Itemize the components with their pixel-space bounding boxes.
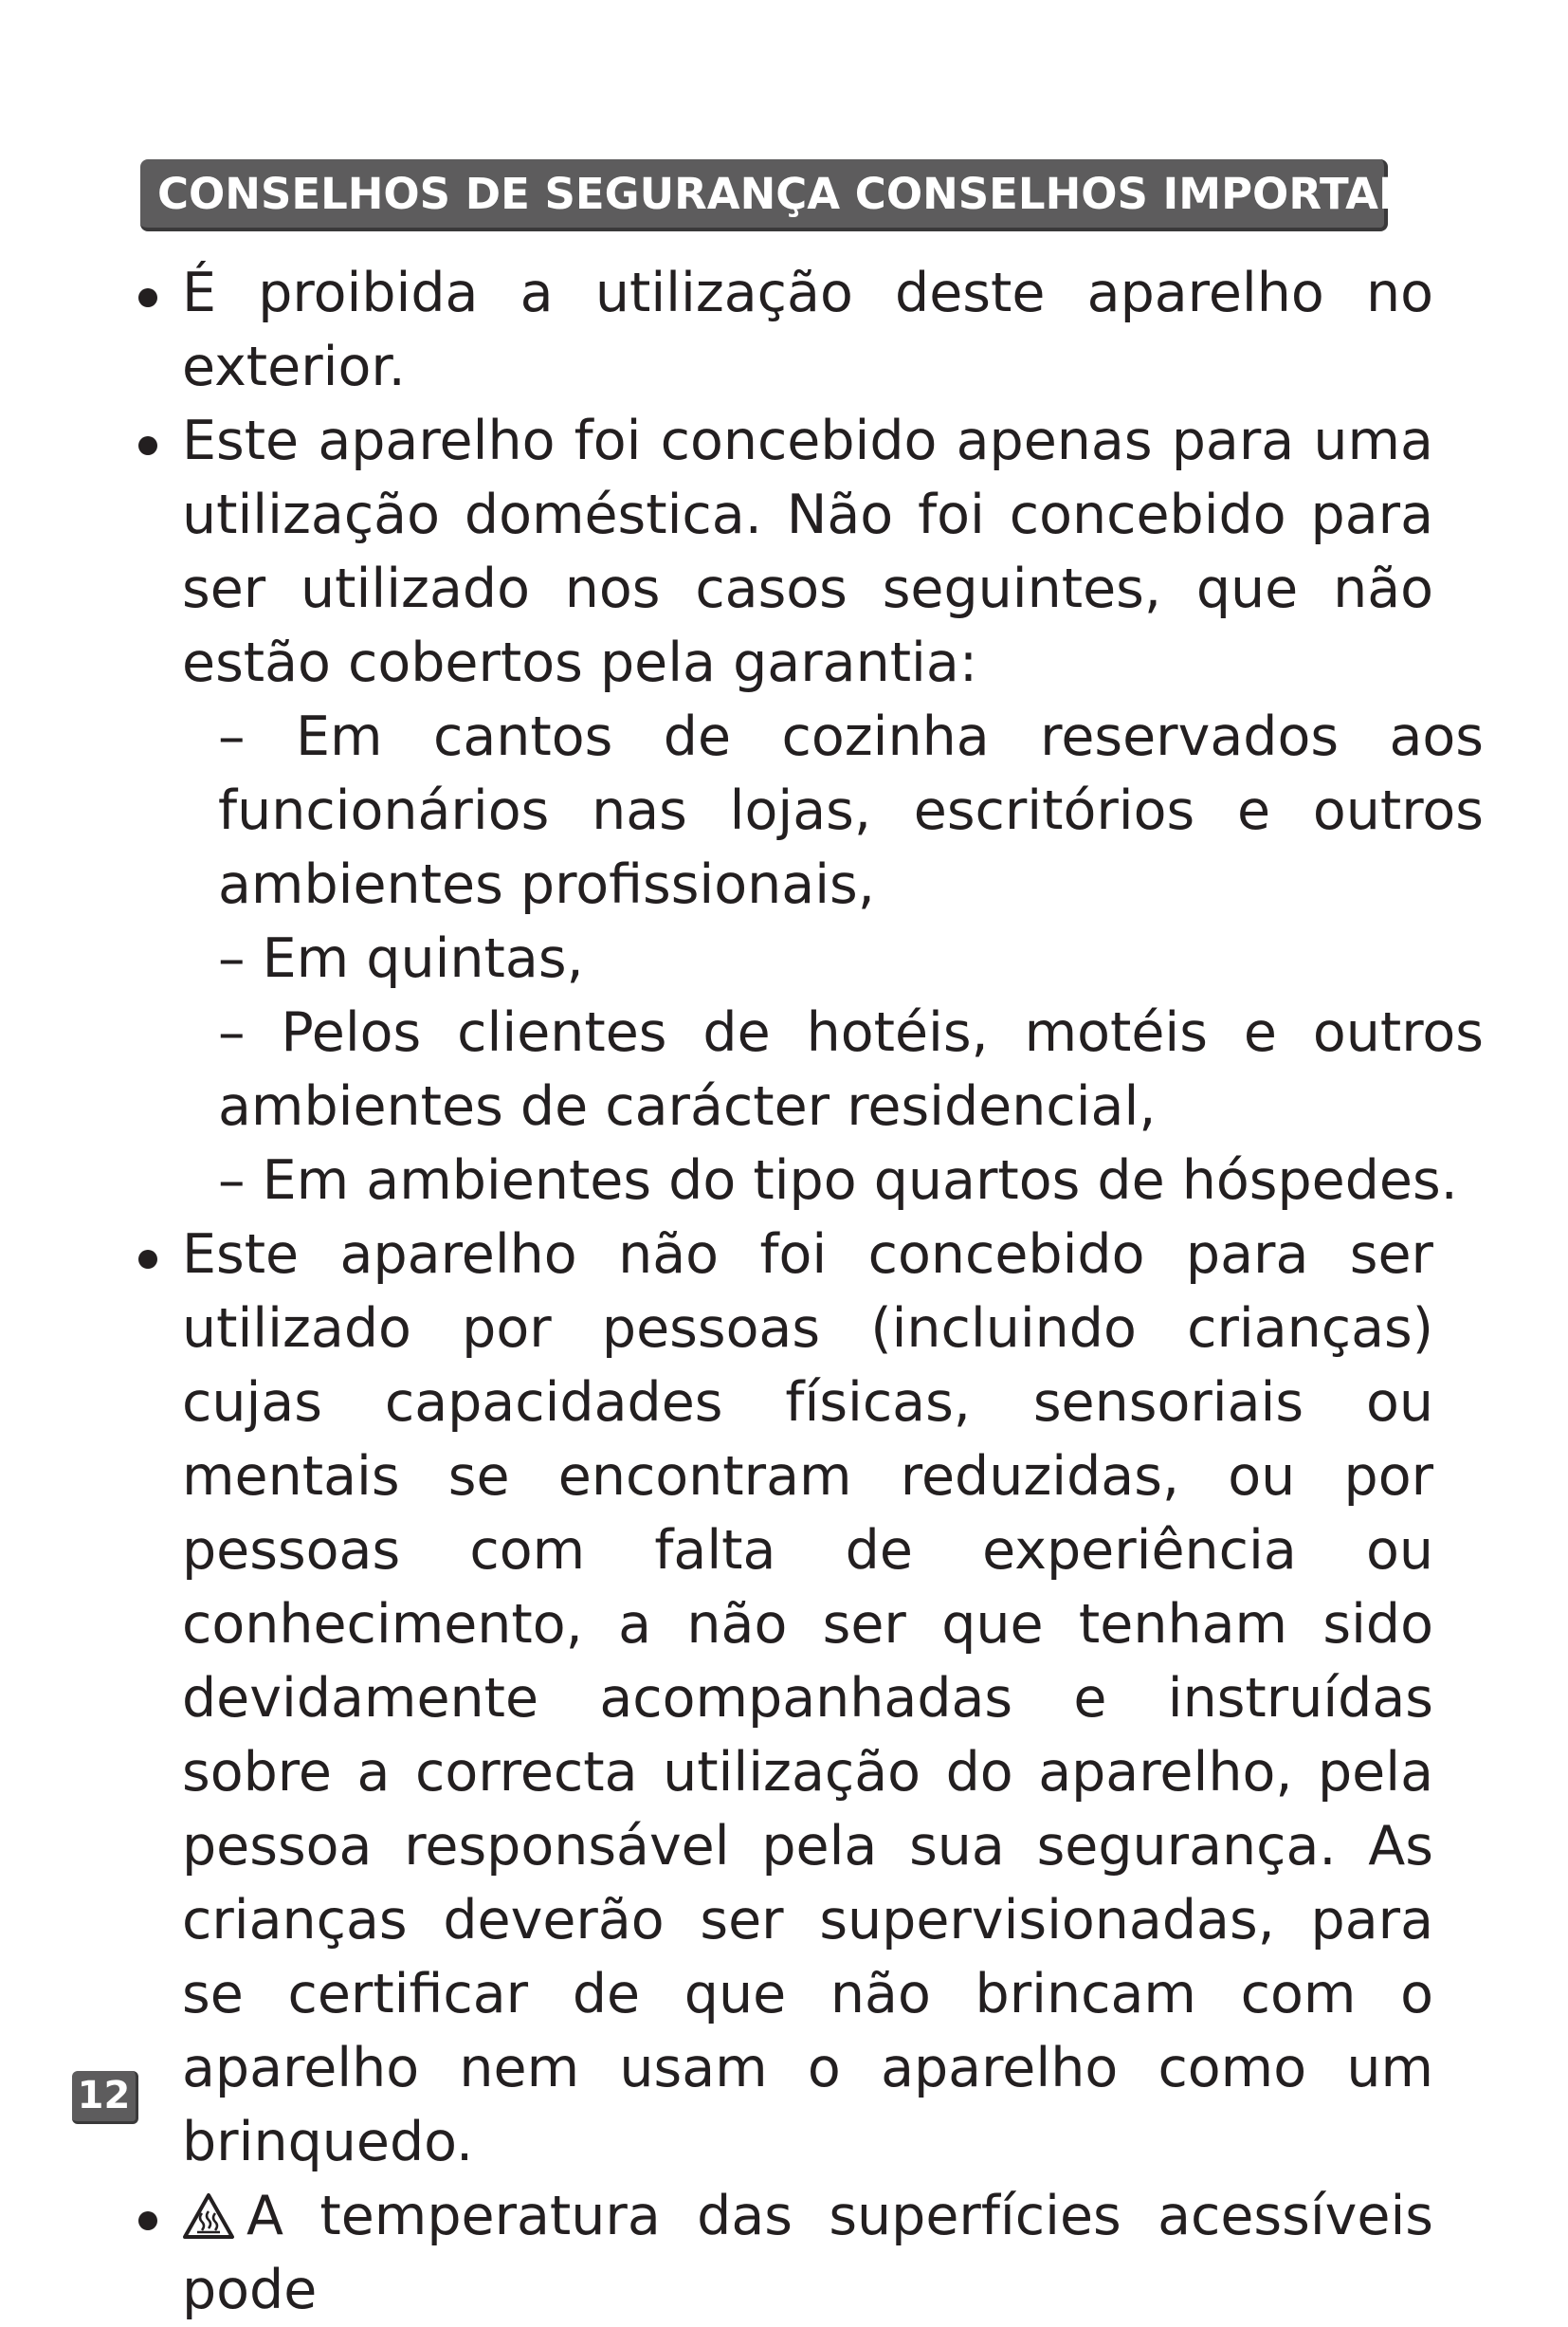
bullet-dot-icon [138, 2211, 157, 2230]
bullet-dot-icon [138, 288, 157, 307]
sub-list [0, 700, 1484, 1218]
section-title: CONSELHOS DE SEGURANÇA CONSELHOS IMPORTANTES [157, 168, 1504, 219]
sub-list-item: – Pelos clientes de hotéis, motéis e outros ambientes de carácter residencial, [218, 1001, 1484, 1138]
bullet-text: É proibida a utilização deste aparelho no exterior. [182, 262, 1433, 398]
bullet-dot-icon [138, 1250, 157, 1269]
bullet-text: A temperatura das superfícies acessíveis pode [182, 2185, 1433, 2321]
sub-list-item: – Em quintas, [218, 927, 584, 990]
bullet-item [0, 256, 1433, 404]
page-number: 12 [72, 2071, 138, 2124]
bullet-dot-icon [138, 436, 157, 455]
bullet-text: Este aparelho não foi concebido para ser utilizado por pessoas (incluindo crianças) cujas capacidades físicas, sensoriais ou mentais se encontram reduzidas, ou por pessoas com falta de experiência ou conhecimento, a não ser que tenham sido devidamente acompanhadas e instruídas sobre a correcta utilização do aparelho, pela pessoa responsável pela sua segurança. As crianças deverão ser supervisionadas, para se certificar de que não brincam com o aparelho nem usam o aparelho como um brinquedo. [182, 1223, 1433, 2173]
bullet-item [0, 1218, 1433, 2179]
bullet-item [0, 2179, 1433, 2327]
hot-surface-warning-icon [182, 2185, 235, 2232]
section-header-band [140, 159, 1504, 231]
bullet-text: Este aparelho foi concebido apenas para uma utilização doméstica. Não foi concebido para ser utilizado nos casos seguintes, que não estão cobertos pela garantia: [182, 410, 1433, 694]
bullet-item [0, 404, 1433, 700]
document-body [0, 256, 1568, 2327]
sub-list-item: – Em ambientes do tipo quartos de hóspedes. [218, 1149, 1458, 1212]
sub-list-item: – Em cantos de cozinha reservados aos funcionários nas lojas, escritórios e outros ambientes profissionais, [218, 705, 1484, 916]
